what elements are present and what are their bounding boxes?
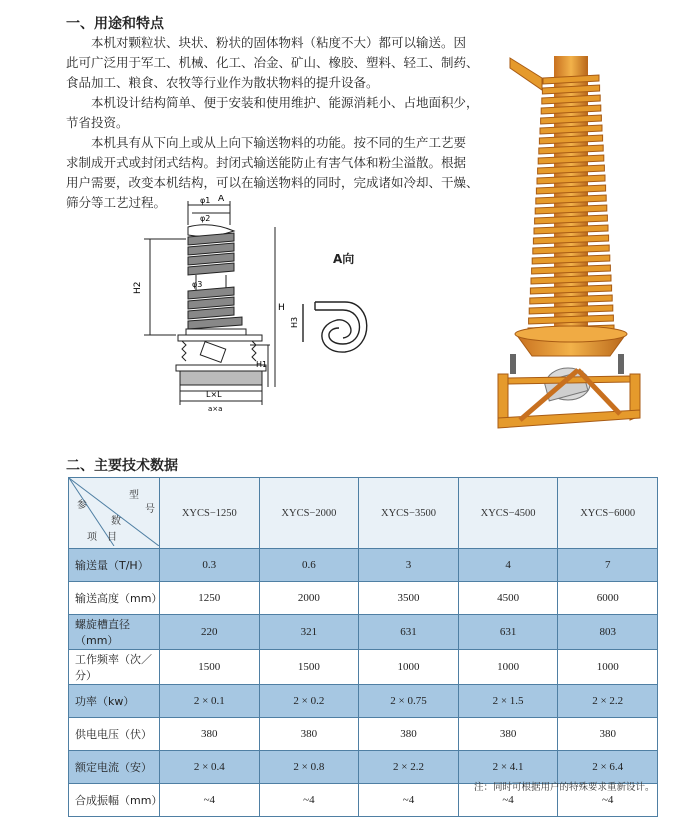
para1-line2: 此可广泛用于军工、机械、化工、冶金、矿山、橡胶、塑料、轻工、制药、: [66, 55, 479, 70]
table-cell: 0.3: [160, 549, 260, 582]
table-row: [69, 582, 658, 615]
label-a: A: [218, 195, 225, 204]
table-cell: 7: [558, 549, 658, 582]
spiral-coil: [535, 205, 607, 214]
para3-line1: 本机具有从下向上或从上向下输送物料的功能。按不同的生产工艺要: [91, 135, 467, 150]
table-cell: 3: [359, 549, 459, 582]
row-label: 额定电流（安）: [69, 751, 160, 784]
table-cell: 2000: [259, 582, 359, 615]
corner-shu: 数: [111, 516, 121, 527]
spec-table: [68, 477, 658, 817]
spiral-coil: [530, 295, 612, 304]
model-header: XYCS−6000: [558, 478, 658, 549]
label-axa: a×a: [208, 405, 223, 413]
table-row: [69, 718, 658, 751]
spiral-coil: [535, 215, 608, 224]
table-cell: 2 × 2.2: [359, 751, 459, 784]
table-cell: 380: [458, 718, 558, 751]
spiral-coil: [536, 195, 606, 204]
table-cell: 380: [558, 718, 658, 751]
spiral-coil: [540, 125, 602, 134]
table-cell: ~4: [558, 784, 658, 817]
table-cell: 220: [160, 615, 260, 650]
para3-line2: 求制成开式或封闭式结构。封闭式输送能防止有害气体和粉尘溢散。根据: [66, 155, 467, 170]
table-cell: 2 × 0.1: [160, 685, 260, 718]
table-cell: 1000: [558, 650, 658, 685]
table-cell: 380: [359, 718, 459, 751]
table-cell: 1500: [160, 650, 260, 685]
corner-item: 项 目: [87, 532, 117, 543]
table-cell: 2 × 2.2: [558, 685, 658, 718]
label-h2: H2: [133, 281, 143, 294]
model-header: XYCS−1250: [160, 478, 260, 549]
technical-drawing-top: [285, 290, 385, 370]
table-cell: 3500: [359, 582, 459, 615]
table-cell: ~4: [458, 784, 558, 817]
technical-drawing-side: [130, 195, 290, 425]
row-label: 输送高度（mm）: [69, 582, 160, 615]
row-label: 螺旋槽直径（mm）: [69, 615, 160, 650]
table-row: [69, 685, 658, 718]
label-phi1: φ1: [200, 196, 211, 205]
para2-line2: 节省投资。: [66, 115, 129, 130]
row-label: 输送量（T/H）: [69, 549, 160, 582]
table-cell: 4500: [458, 582, 558, 615]
spiral-coil: [536, 185, 605, 194]
spiral-coil: [529, 305, 613, 314]
model-header: XYCS−3500: [359, 478, 459, 549]
spiral-coil: [533, 245, 609, 254]
para2-line1: 本机设计结构简单、便于安装和使用维护、能源消耗小、占地面积少，: [91, 95, 479, 110]
spiral-coil: [541, 115, 602, 124]
table-cell: 2 × 0.4: [160, 751, 260, 784]
section2-title: 二、主要技术数据: [66, 458, 178, 474]
table-cell: 2 × 0.75: [359, 685, 459, 718]
table-row: [69, 549, 658, 582]
spiral-coil: [534, 225, 608, 234]
table-cell: 1000: [458, 650, 558, 685]
table-cell: 631: [359, 615, 459, 650]
para3-line4: 筛分等工艺过程。: [66, 195, 167, 210]
label-h1: H1: [256, 360, 268, 369]
row-label: 功率（kw）: [69, 685, 160, 718]
corner-param: 参: [77, 500, 87, 511]
table-cell: 631: [458, 615, 558, 650]
spiral-coil: [532, 255, 610, 264]
para1-line3: 食品加工、粮食、农牧等行业作为散状物料的提升设备。: [66, 75, 379, 90]
spiral-coil: [529, 315, 614, 324]
spiral-coil: [541, 105, 601, 114]
spiral-coil: [543, 75, 599, 84]
spiral-coil: [538, 155, 604, 164]
spiral-coil: [538, 165, 605, 174]
spiral-coil: [537, 175, 605, 184]
table-corner-header: [69, 478, 160, 549]
table-cell: 321: [259, 615, 359, 650]
table-cell: 2 × 6.4: [558, 751, 658, 784]
table-cell: 0.6: [259, 549, 359, 582]
table-cell: 4: [458, 549, 558, 582]
table-cell: 2 × 0.8: [259, 751, 359, 784]
spiral-coil: [531, 275, 611, 284]
label-phi2: φ2: [200, 214, 211, 223]
table-row: [69, 650, 658, 685]
table-cell: ~4: [160, 784, 260, 817]
spiral-coil: [532, 265, 611, 274]
table-cell: 380: [160, 718, 260, 751]
paragraph-design: [66, 93, 486, 133]
table-row: [69, 615, 658, 650]
paragraph-usage: [66, 33, 486, 93]
para3-line3: 用户需要，改变本机结构，可以在输送物料的同时，完成诸如冷却、干燥、: [66, 175, 479, 190]
vibrating-conveyor-image: [480, 38, 660, 433]
table-cell: 380: [259, 718, 359, 751]
label-h: H: [278, 303, 285, 313]
row-label: 合成振幅（mm）: [69, 784, 160, 817]
label-lxl: L×L: [206, 390, 222, 399]
table-cell: 1000: [359, 650, 459, 685]
label-h3: H3: [290, 316, 299, 328]
spiral-coil: [533, 235, 608, 244]
spiral-coil: [530, 285, 611, 294]
corner-model: 型: [129, 490, 139, 501]
spiral-coil: [539, 135, 602, 144]
table-cell: 2 × 4.1: [458, 751, 558, 784]
row-label: 工作频率（次／分）: [69, 650, 160, 685]
label-phi3: φ3: [192, 280, 203, 289]
table-cell: ~4: [359, 784, 459, 817]
table-cell: 6000: [558, 582, 658, 615]
corner-hao: 号: [145, 504, 155, 515]
spiral-coil: [542, 85, 599, 94]
model-header: XYCS−2000: [259, 478, 359, 549]
spiral-coil: [539, 145, 603, 154]
row-label: 供电电压（伏）: [69, 718, 160, 751]
footnote: 注：同时可根据用户的特殊要求重新设计。: [474, 782, 655, 793]
table-cell: 2 × 0.2: [259, 685, 359, 718]
section1-body: [66, 33, 486, 213]
table-cell: 1250: [160, 582, 260, 615]
model-header: XYCS−4500: [458, 478, 558, 549]
table-header-row: [69, 478, 658, 549]
table-cell: 1500: [259, 650, 359, 685]
view-a-label: A向: [333, 252, 355, 266]
table-cell: ~4: [259, 784, 359, 817]
section1-title: 一、用途和特点: [66, 16, 164, 32]
spiral-coil: [542, 95, 600, 104]
table-cell: 2 × 1.5: [458, 685, 558, 718]
table-cell: 803: [558, 615, 658, 650]
para1-line1: 本机对颗粒状、块状、粉状的固体物料（粘度不大）都可以输送。因: [91, 35, 467, 50]
